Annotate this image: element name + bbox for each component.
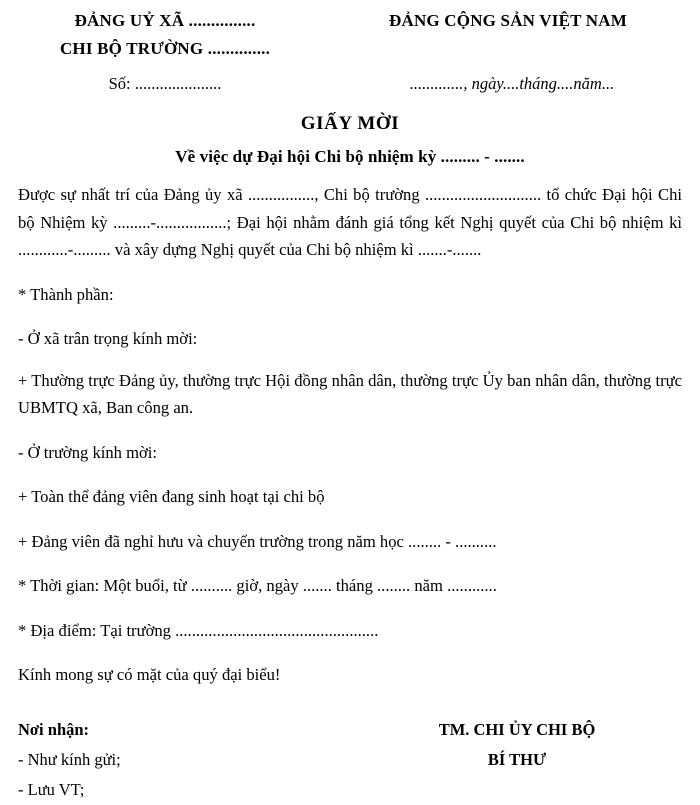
document-date: ............., ngày....tháng....năm... [409,74,615,93]
letterhead [0,0,700,63]
page-subtitle: Về việc dự Đại hội Chi bộ nhiệm kỳ ......... - ....... [175,147,525,166]
issuing-organization [0,7,330,63]
recipients-label: Nơi nhận: [18,719,90,739]
org-line-1: ĐẢNG UỶ XÃ ............... [74,11,256,30]
intro-paragraph: Được sự nhất trí của Đảng ủy xã ................, Chi bộ trường ............................ tổ chức Đại hội Chi bộ Nhiệm kỳ .........-.................; Đại hội nhằm đánh giá tổng kết Nghị quyết của Chi bộ nhiệm kì ............-......... và xây dựng Nghị quyết của Chi bộ nhiệm kì .......-....... [18,185,682,259]
school-invite-heading: - Ở trường kính mời: [18,442,158,462]
time-line: * Thời gian: Một buổi, từ .......... giờ, ngày ....... tháng ........ năm ............ [18,576,497,595]
signer-block [370,715,682,805]
school-invite-item-2: + Đảng viên đã nghỉ hưu và chuyển trường trong năm học ........ - .......... [18,531,497,551]
number-and-date-row [0,72,700,96]
document-body [18,181,682,689]
participants-heading: * Thành phần: [18,284,114,304]
signer-role: BÍ THƯ [487,749,547,769]
recipient-item-1: - Như kính gửi; [18,749,121,769]
recipients-list [18,715,370,805]
closing-line: Kính mong sự có mặt của quý đại biểu! [18,665,281,684]
commune-invite-detail: + Thường trực Đảng ủy, thường trực Hội đồng nhân dân, thường trực Ủy ban nhân dân, thường trực UBMTQ xã, Ban công an. [18,370,682,417]
title-block [0,113,700,167]
signature-block [18,715,682,805]
org-line-2: CHI BỘ TRƯỜNG .............. [59,39,271,58]
recipient-item-2: - Lưu VT; [18,779,85,799]
place-line: * Địa điểm: Tại trường ................................................. [18,620,379,640]
page-title: GIẤY MỜI [300,113,400,134]
commune-invite-heading: - Ở xã trân trọng kính mời: [18,329,198,348]
school-invite-item-1: + Toàn thể đảng viên đang sinh hoạt tại chi bộ [18,487,325,506]
national-heading: ĐẢNG CỘNG SẢN VIỆT NAM [388,11,628,30]
signer-organization: TM. CHI ỦY CHI BỘ [438,719,596,739]
document-number: Số: ..................... [108,74,222,93]
